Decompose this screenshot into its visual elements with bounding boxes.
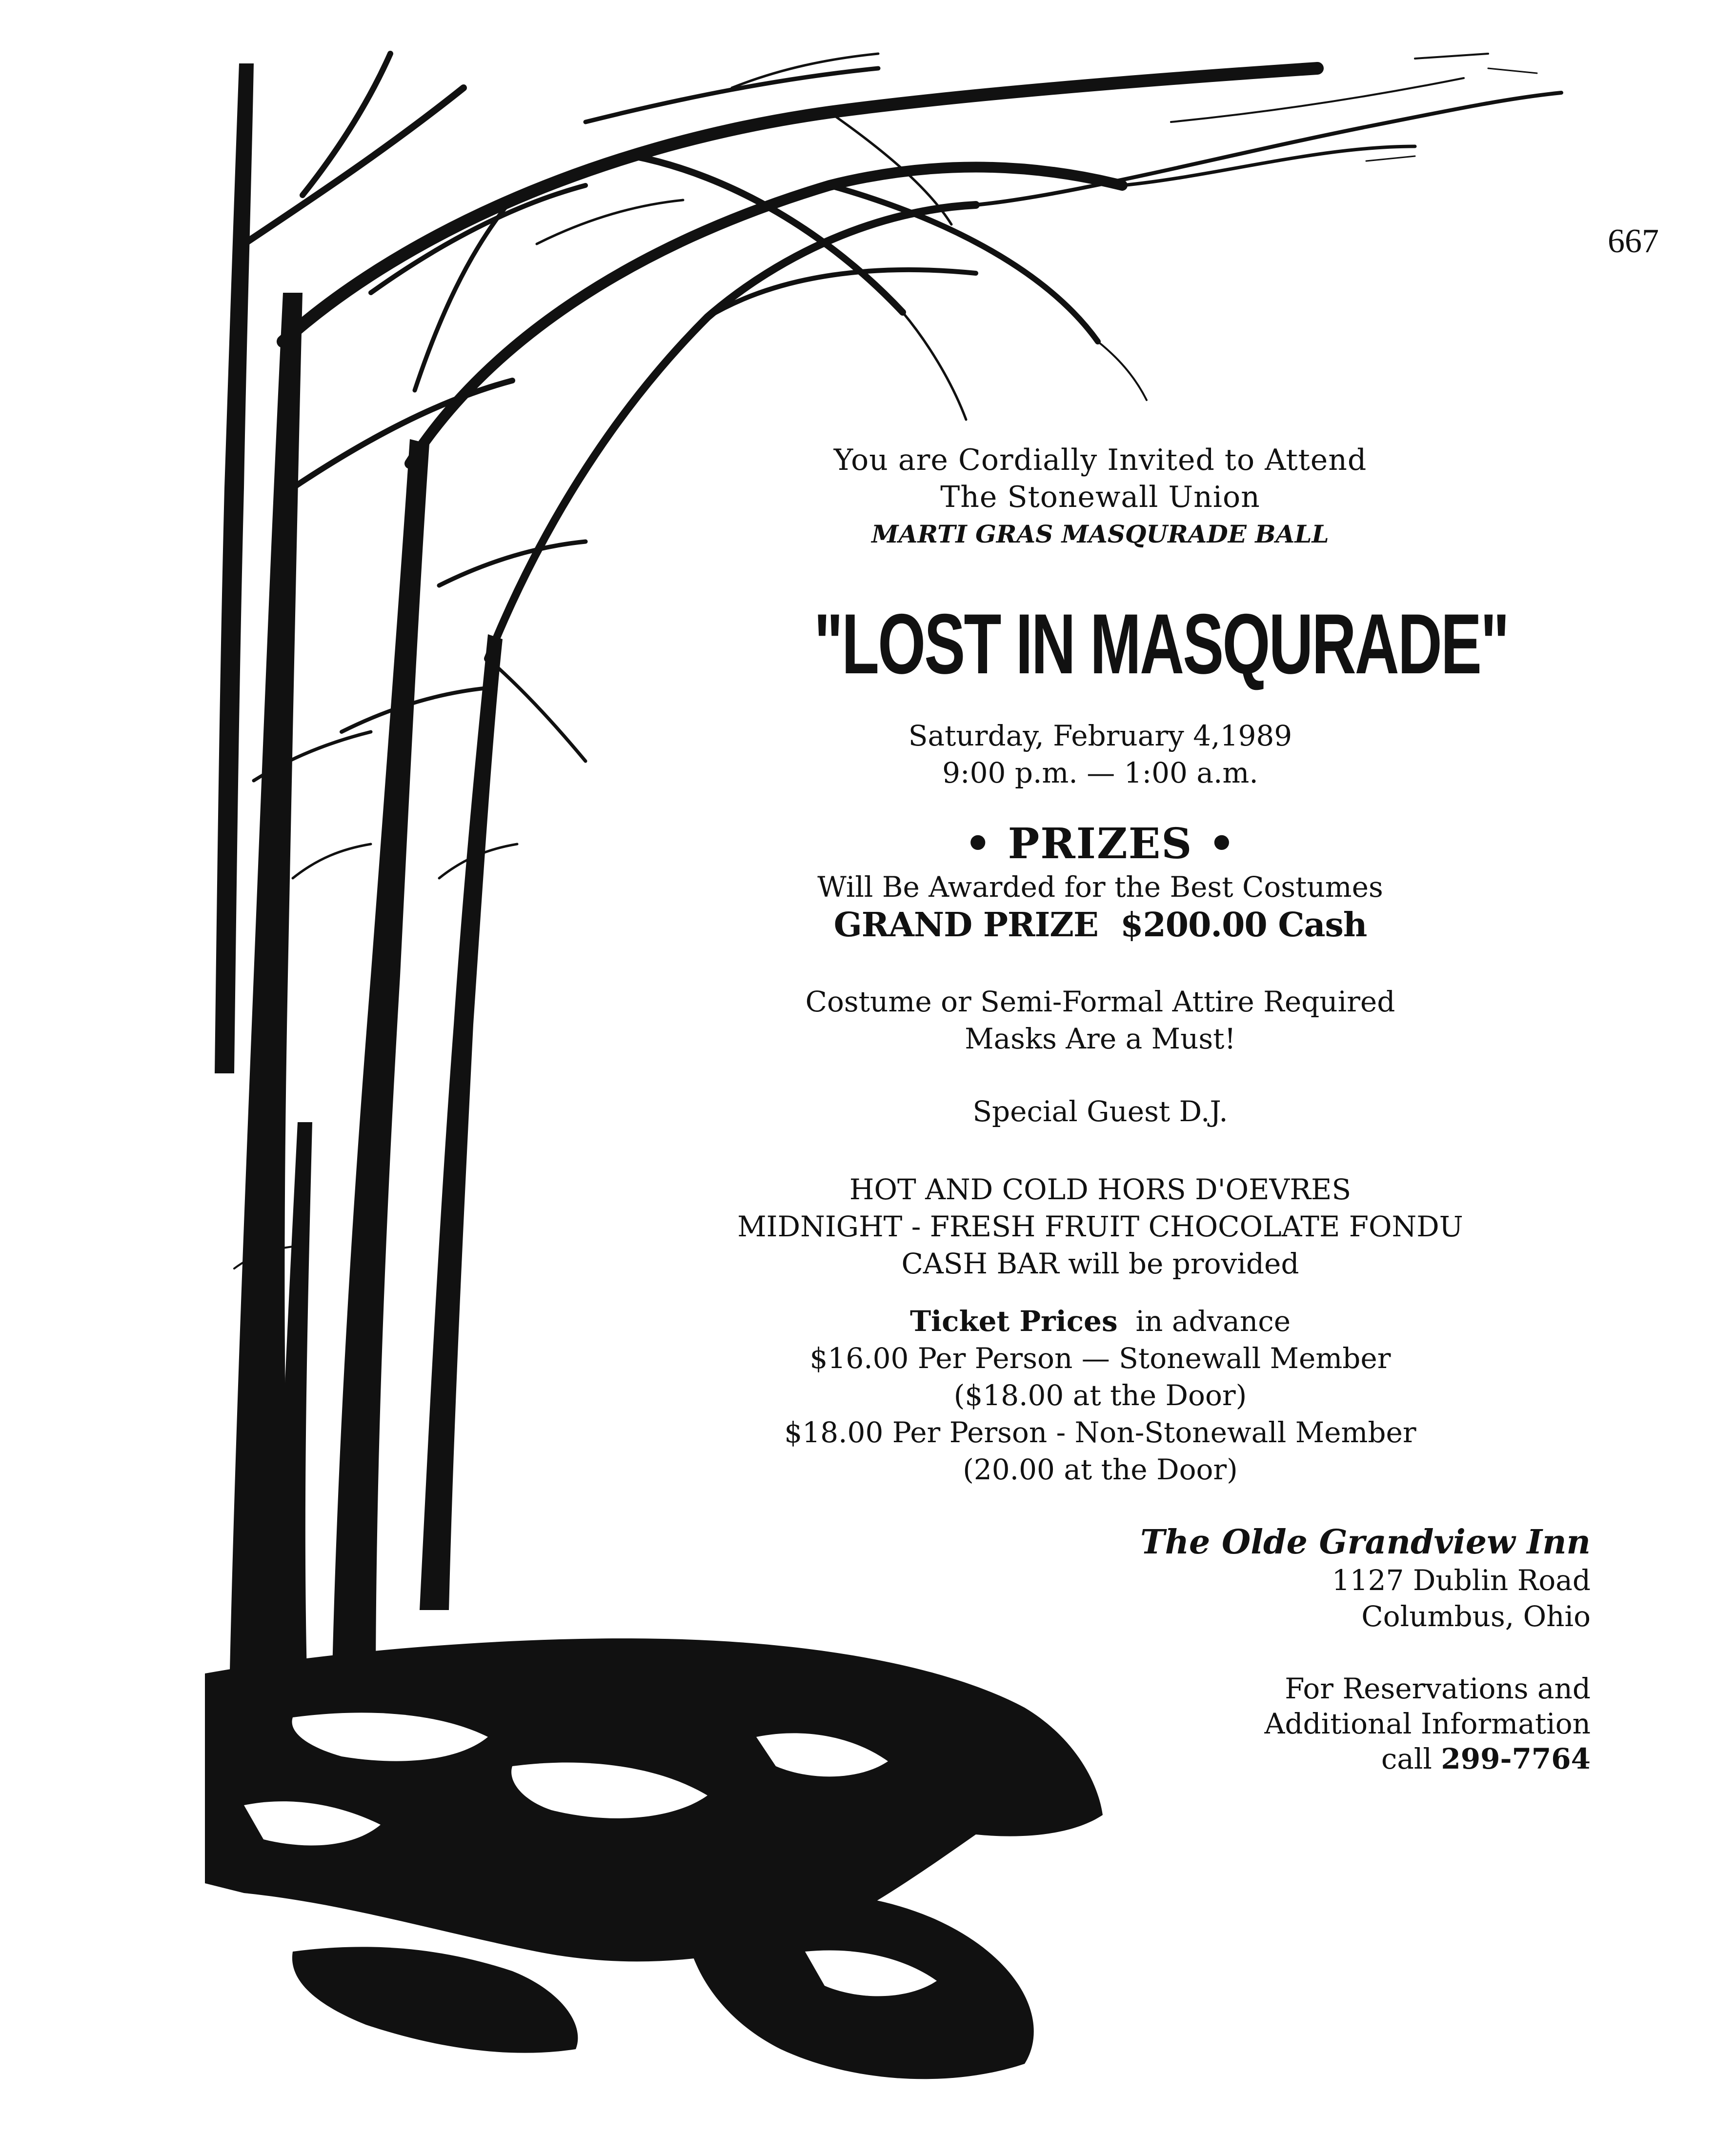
event-date: Saturday, February 4,1989: [908, 719, 1292, 752]
nonmember-door-price: (20.00 at the Door): [963, 1453, 1238, 1486]
reservations-call: [1049, 1741, 1591, 1776]
food-line-1: HOT AND COLD HORS D'OEVRES: [849, 1173, 1352, 1206]
mask-requirement: Masks Are a Must!: [965, 1022, 1236, 1055]
ticket-prices-suffix: in advance: [1135, 1305, 1291, 1338]
prizes-block: [722, 820, 1478, 945]
attire-requirement: Costume or Semi-Formal Attire Required: [805, 985, 1395, 1018]
nonmember-price: $18.00 Per Person - Non-Stonewall Member: [784, 1416, 1416, 1449]
prizes-heading: • PRIZES •: [964, 819, 1236, 868]
member-door-price: ($18.00 at the Door): [953, 1379, 1247, 1412]
venue-city: Columbus, Ohio: [1361, 1600, 1591, 1633]
reservations-block: [1049, 1671, 1591, 1776]
reservations-line-1: For Reservations and: [1285, 1672, 1591, 1705]
page-number: 667: [1608, 222, 1659, 260]
venue-street: 1127 Dublin Road: [1332, 1564, 1591, 1597]
event-time: 9:00 p.m. — 1:00 a.m.: [942, 756, 1258, 789]
venue-block: [1049, 1522, 1591, 1634]
venue-name: The Olde Grandview Inn: [1140, 1523, 1591, 1562]
member-price: $16.00 Per Person — Stonewall Member: [809, 1342, 1391, 1375]
dj-line: Special Guest D.J.: [972, 1095, 1228, 1128]
event-name: MARTI GRAS MASQURADE BALL: [871, 520, 1329, 548]
attire-block: [722, 983, 1478, 1057]
ticket-prices-block: [722, 1303, 1478, 1488]
food-block: [722, 1171, 1478, 1282]
grand-prize: [722, 906, 1478, 945]
phone-number: 299-7764: [1441, 1742, 1591, 1775]
grand-prize-label: GRAND PRIZE: [833, 906, 1098, 945]
ticket-prices-heading: [722, 1303, 1478, 1340]
invitation-block: [722, 442, 1478, 553]
prizes-description: Will Be Awarded for the Best Costumes: [817, 870, 1383, 904]
event-date-block: [722, 717, 1478, 791]
invitation-line-1: You are Cordially Invited to Attend: [833, 443, 1367, 477]
call-label: call: [1381, 1742, 1432, 1775]
reservations-line-2: Additional Information: [1264, 1707, 1591, 1740]
ticket-prices-label: Ticket Prices: [909, 1305, 1118, 1338]
invitation-line-2: The Stonewall Union: [940, 480, 1260, 514]
food-line-2: MIDNIGHT - FRESH FRUIT CHOCOLATE FONDU: [737, 1210, 1463, 1243]
food-line-3: CASH BAR will be provided: [901, 1247, 1299, 1280]
event-title: "LOST IN MASQURADE": [814, 597, 1508, 692]
grand-prize-amount: $200.00 Cash: [1120, 906, 1367, 945]
